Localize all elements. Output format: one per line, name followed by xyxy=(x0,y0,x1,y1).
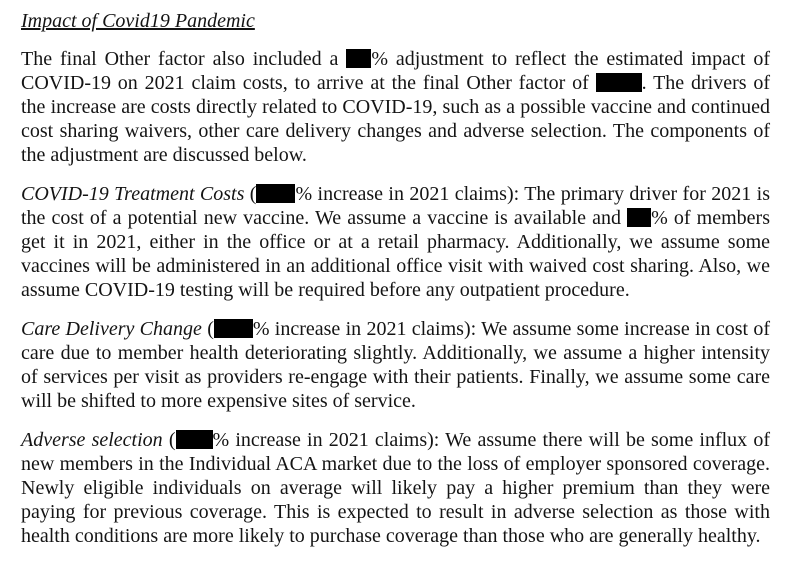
paragraph-text: ( xyxy=(162,429,176,451)
paragraph-lead-italic: Adverse selection xyxy=(21,429,163,451)
paragraph-lead-italic: COVID-19 Treatment Costs xyxy=(21,183,245,205)
redaction-box xyxy=(627,208,651,227)
redaction-box xyxy=(214,319,253,338)
paragraph-text: % of members get it in 2021, either in the office or at a retail pharmacy. Additionally, we assume some vaccines will be administered in an additional office visit with waived cost sharing. Also, we assume COVID-19 testing will be required before any outpatient procedure. xyxy=(21,207,770,301)
redaction-box xyxy=(346,49,371,68)
paragraph-text: ( xyxy=(201,318,214,340)
paragraph-text: % adjustment to reflect the estimated impact of COVID-19 on 2021 claim costs, to arrive at the final Other factor of xyxy=(21,48,771,94)
paragraph-text: % increase in 2021 claims): The primary driver for 2021 is the cost of a potential new vaccine. We assume a vaccine is available and xyxy=(21,183,770,229)
redaction-box xyxy=(176,430,213,449)
paragraph xyxy=(21,47,770,167)
paragraph xyxy=(21,317,770,413)
document-body xyxy=(21,47,770,548)
paragraph-text: % increase in 2021 claims): We assume there will be some influx of new members in the Individual ACA market due to the loss of employer sponsored coverage. Newly eligible individuals on average will likely pay a higher premium than they were paying for previous coverage. This is expected to result in adverse selection as those with health conditions are more likely to purchase coverage than those who are generally healthy. xyxy=(21,429,770,547)
paragraph-text: . The drivers of the increase are costs directly related to COVID-19, such as a possible vaccine and continued cost sharing waivers, other care delivery changes and adverse selection. The components of the adjustment are discussed below. xyxy=(21,72,770,166)
paragraph-text: The final Other factor also included a xyxy=(21,48,347,70)
paragraph xyxy=(21,428,770,548)
paragraph xyxy=(21,182,770,302)
redaction-box xyxy=(596,73,642,92)
paragraph-text: ( xyxy=(244,183,257,205)
redaction-box xyxy=(256,184,295,203)
paragraph-text: % increase in 2021 claims): We assume some increase in cost of care due to member health deteriorating slightly. Additionally, we assume a higher intensity of services per visit as providers re-engage with their patients. Finally, we assume some care will be shifted to more expensive sites of service. xyxy=(21,318,770,412)
paragraph-lead-italic: Care Delivery Change xyxy=(21,318,202,340)
document-title: Impact of Covid19 Pandemic xyxy=(21,10,255,32)
